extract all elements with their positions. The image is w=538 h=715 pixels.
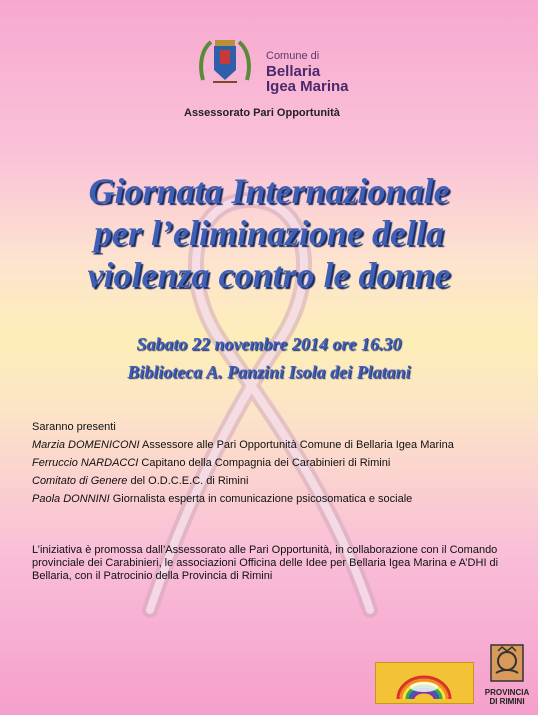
speakers-list [32,418,454,508]
comune-logo-text [266,51,349,94]
event-date: Sabato 22 novembre 2014 ore 16.30 [136,334,402,354]
speaker-role: Capitano della Compagnia dei Carabinieri di Rimini [138,457,391,469]
title-line-1: Giornata Internazionale [88,171,450,211]
speakers-heading: Saranno presenti [32,421,116,433]
speaker-role: Assessore alle Pari Opportunità Comune di Bellaria Igea Marina [139,439,454,451]
provincia-label-line1: PROVINCIA [484,688,530,697]
event-title [0,170,538,296]
municipal-crest-icon [197,36,253,88]
comune-prefix: Comune di [266,50,320,62]
speaker-role: Giornalista esperta in comunicazione psicosomatica e sociale [109,493,413,505]
provincia-crest-icon [488,643,526,683]
speaker-item [32,436,454,454]
speaker-item [32,490,454,508]
speaker-item [32,472,454,490]
provincia-label-line2: DI RIMINI [489,697,525,706]
assessorato-label: Assessorato Pari Opportunità [184,107,340,119]
speaker-name: Paola DONNINI [32,493,110,505]
speaker-name: Marzia DOMENICONI [32,439,140,451]
event-details [0,330,538,386]
comune-name-line2: Igea Marina [266,78,349,95]
speaker-role: del O.D.C.E.C. di Rimini [127,475,249,487]
provincia-logo [481,643,533,706]
rainbow-logo-icon [375,662,474,704]
speaker-name: Comitato di Genere [32,475,128,487]
event-venue: Biblioteca A. Panzini Isola dei Platani [127,362,411,382]
promotion-note: L’iniziativa è promossa dall’Assessorato alle Pari Opportunità, in collaborazione con il Comando provinciale dei Carabinieri, le associazioni Officina delle Idee per Bellaria Igea Marina e A’DHI di Bellaria, con il Patrocinio della Provincia di Rimini [32,544,499,582]
title-line-3: violenza contro le donne [87,255,451,295]
speaker-item [32,454,454,472]
comune-name-line1: Bellaria [266,63,321,80]
speaker-name: Ferruccio NARDACCI [32,457,139,469]
title-line-2: per l’eliminazione della [94,213,444,253]
